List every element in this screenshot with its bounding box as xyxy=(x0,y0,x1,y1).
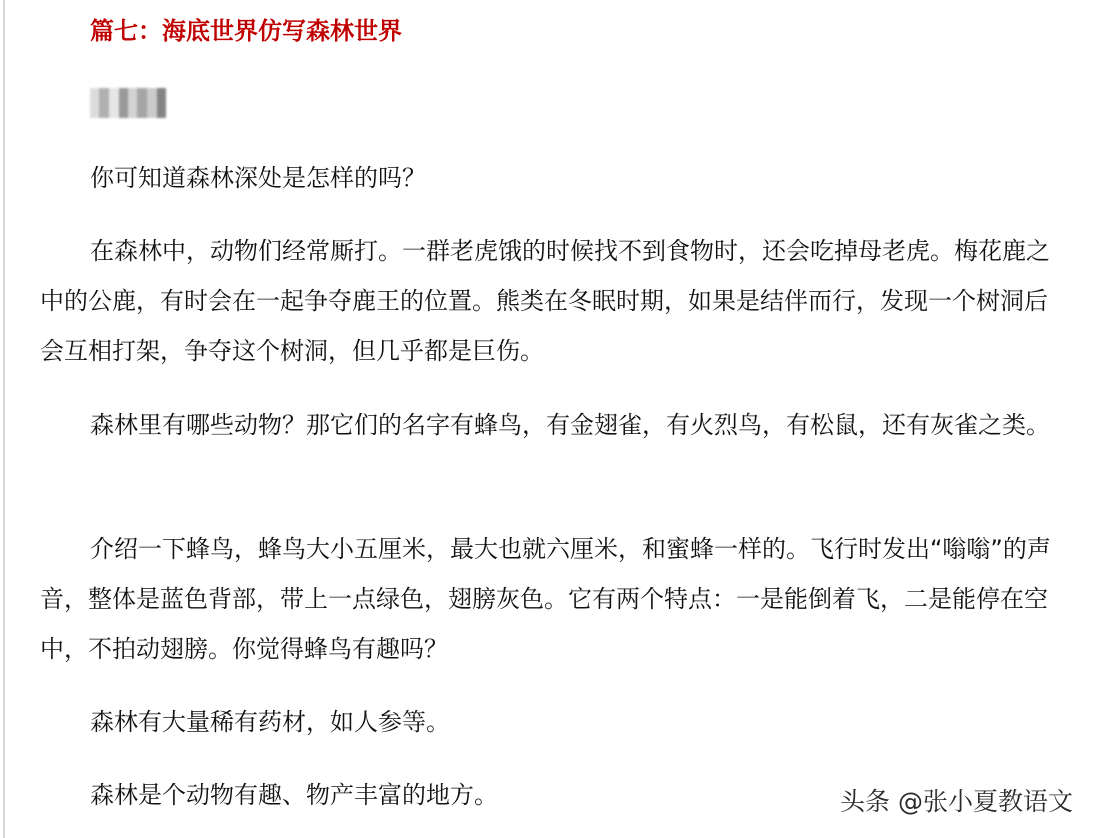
paragraph-question: 你可知道森林深处是怎样的吗？ xyxy=(90,164,426,192)
blurred-image xyxy=(90,88,166,118)
paragraph-hummingbird: 介绍一下蜂鸟，蜂鸟大小五厘米，最大也就六厘米，和蜜蜂一样的。飞行时发出“嗡嗡”的声音，整体是蓝色背部，带上一点绿色，翅膀灰色。它有两个特点：一是能倒着飞，二是能停在空中，不拍动翅膀。你觉得蜂鸟有趣吗？ xyxy=(40,535,1051,663)
paragraph-conclusion: 森林是个动物有趣、物产丰富的地方。 xyxy=(90,781,498,809)
watermark-text: 头条 @张小夏教语文 xyxy=(840,787,1073,816)
paragraph-animals-fighting: 在森林中，动物们经常厮打。一群老虎饿的时候找不到食物时，还会吃掉母老虎。梅花鹿之中的公鹿，有时会在一起争夺鹿王的位置。熊类在冬眠时期，如果是结伴而行，发现一个树洞后会互相打架，争夺这个树洞，但几乎都是巨伤。 xyxy=(40,237,1050,365)
paragraph-medicinal-herbs: 森林有大量稀有药材，如人参等。 xyxy=(90,708,450,736)
article-title: 篇七：海底世界仿写森林世界 xyxy=(90,17,402,45)
left-border-line xyxy=(3,0,5,838)
paragraph-forest-animals: 森林里有哪些动物？那它们的名字有蜂鸟，有金翅雀，有火烈鸟，有松鼠，还有灰雀之类。 xyxy=(90,411,1050,439)
